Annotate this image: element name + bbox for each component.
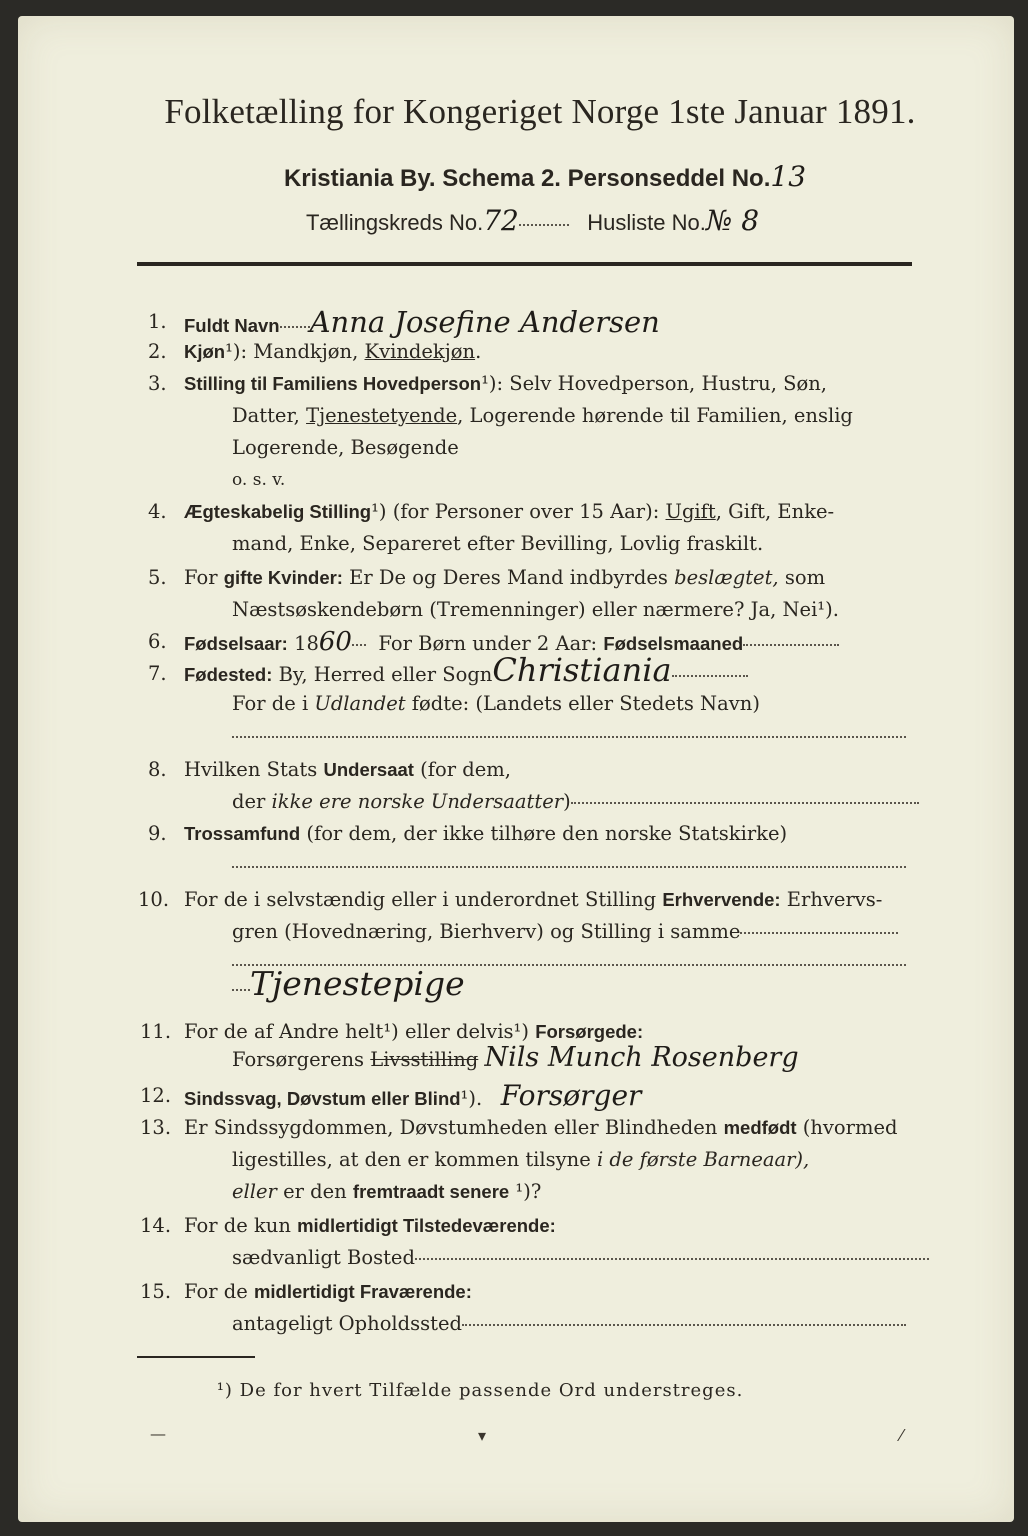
q13-number: 13. <box>140 1116 172 1139</box>
q2-text: ¹): Mandkjøn, <box>225 340 365 363</box>
kreds-number: 72 <box>483 204 519 237</box>
q12-value: Forsørger <box>500 1079 642 1112</box>
q1-number: 1. <box>148 310 167 333</box>
q3-text-b1: Datter, <box>232 404 307 427</box>
form-subtitle <box>0 160 1028 193</box>
q12-label: Sindssvag, Døvstum eller Blind <box>184 1088 461 1109</box>
q9-number: 9. <box>148 822 167 845</box>
q9-label: Trossamfund <box>184 823 301 844</box>
q4-line-a <box>184 500 834 524</box>
q11-struck: Livsstilling <box>370 1048 479 1071</box>
q13-label: medfødt <box>723 1117 797 1138</box>
q5-line-a <box>184 566 825 590</box>
form-title: Folketælling for Kongeriget Norge 1ste Januar 1891. <box>164 92 916 131</box>
q13-text-a2: (hvormed <box>796 1116 898 1139</box>
q10-number: 10. <box>138 888 170 911</box>
q13-italic: i de første Barneaar), <box>596 1148 810 1171</box>
q7-line-b <box>232 692 760 716</box>
q15-line-b <box>232 1312 906 1336</box>
q8-text-b1: der <box>232 790 272 813</box>
registration-mark-center: ▾ <box>478 1426 487 1445</box>
q6-value: 60 <box>318 627 352 657</box>
q10-value-line <box>232 964 465 1003</box>
q3-label: Stilling til Familiens Hovedperson <box>184 373 482 394</box>
q10-label: Erhvervende: <box>662 889 781 910</box>
q13-line-c <box>232 1180 541 1204</box>
q13-text-a1: Er Sindssygdommen, Døvstumheden eller Blindheden <box>184 1116 724 1139</box>
q14-line-a <box>184 1214 556 1238</box>
registration-mark-left: — <box>150 1424 166 1443</box>
q4-text-a1: ¹) (for Personer over 15 Aar): <box>371 500 666 523</box>
kreds-label: Tællingskreds No. <box>305 210 484 235</box>
q4-text-a2: , Gift, Enke- <box>715 500 835 523</box>
q3-text-b2: , Logerende hørende til Familien, enslig <box>457 404 853 427</box>
q15-text-b: antageligt Opholdssted <box>232 1312 463 1335</box>
q14-text-b: sædvanligt Bosted <box>232 1246 415 1269</box>
q10-text-a2: Erhvervs- <box>780 888 883 911</box>
q14-number: 14. <box>140 1214 172 1237</box>
q9-blank-line <box>232 854 906 878</box>
q12-line <box>184 1079 642 1112</box>
q8-text-a1: Hvilken Stats <box>184 758 324 781</box>
q9-line <box>184 822 787 846</box>
footnote: ¹) De for hvert Tilfælde passende Ord understreges. <box>216 1380 744 1401</box>
husliste-label: Husliste No. <box>587 210 706 235</box>
q5-number: 5. <box>148 566 167 589</box>
husliste-number: № 8 <box>705 204 760 237</box>
q5-label: gifte Kvinder: <box>223 567 343 588</box>
q3-line-a <box>184 372 827 396</box>
q3-line-c: Logerende, Besøgende <box>232 436 459 459</box>
q1-label: Fuldt Navn <box>184 315 280 336</box>
q7-text: By, Herred eller Sogn <box>272 663 493 686</box>
q7-number: 7. <box>148 662 167 685</box>
q2-number: 2. <box>148 340 167 363</box>
q11-line-b <box>232 1042 799 1073</box>
q4-number: 4. <box>148 500 167 523</box>
q8-text-b2: ) <box>563 790 571 813</box>
q8-line-b <box>232 790 919 814</box>
q15-number: 15. <box>140 1280 172 1303</box>
q10-line-b <box>232 920 898 944</box>
q11-text-b1: Forsørgerens <box>232 1048 371 1071</box>
q8-number: 8. <box>148 758 167 781</box>
q3-line-d: o. s. v. <box>232 470 286 490</box>
q2-label: Kjøn <box>184 341 226 362</box>
q1-line <box>184 305 660 339</box>
q3-text-a: ¹): Selv Hovedperson, Hustru, Søn, <box>481 372 827 395</box>
q3-number: 3. <box>148 372 167 395</box>
q15-text-a1: For de <box>184 1280 254 1303</box>
q15-line-a <box>184 1280 472 1304</box>
q12-number: 12. <box>140 1084 172 1107</box>
q5-italic: beslægtet, <box>674 566 779 589</box>
q15-label: midlertidigt Fraværende: <box>253 1281 472 1302</box>
q13-label2: fremtraadt senere <box>352 1181 510 1202</box>
q13-italic2: eller <box>232 1180 277 1203</box>
q8-text-a2: (for dem, <box>413 758 511 781</box>
q5-text-a2: som <box>778 566 826 589</box>
q11-line-a <box>184 1020 643 1044</box>
q12-text: ¹). <box>460 1087 483 1110</box>
q14-text-a1: For de kun <box>184 1214 298 1237</box>
q8-line-a <box>184 758 511 782</box>
personseddel-number: 13 <box>770 160 807 193</box>
q13-text-c1: er den <box>276 1180 353 1203</box>
q8-italic: ikke ere norske Undersaatter <box>271 790 564 813</box>
q13-text-b1: ligestilles, at den er kommen tilsyne <box>232 1148 597 1171</box>
q6-text: For Børn under 2 Aar: <box>378 632 604 655</box>
q1-value: Anna Josefine Andersen <box>309 305 660 339</box>
q10-line-a <box>184 888 882 912</box>
q7-blank-line <box>232 724 906 748</box>
q11-label: Forsørgede: <box>535 1021 644 1042</box>
q6-prefix: 18 <box>294 632 319 655</box>
q3-marked: Tjenestetyende <box>306 404 458 427</box>
q14-label: midlertidigt Tilstedeværende: <box>297 1215 556 1236</box>
header-rule <box>137 262 912 266</box>
q10-text-a1: For de i selvstændig eller i underordnet Stilling <box>184 888 663 911</box>
q9-text: (for dem, der ikke tilhøre den norske Statskirke) <box>300 822 788 845</box>
q6-number: 6. <box>148 630 167 653</box>
q7-value: Christiania <box>492 651 672 689</box>
footnote-rule <box>137 1356 255 1358</box>
q4-label: Ægteskabelig Stilling <box>184 501 372 522</box>
q13-text-c2: ¹)? <box>509 1180 542 1203</box>
q4-line-b: mand, Enke, Separeret efter Bevilling, Lovlig fraskilt. <box>232 532 764 555</box>
q5-text-a: Er De og Deres Mand indbyrdes <box>342 566 675 589</box>
q2-marked: Kvindekjøn <box>364 340 476 363</box>
q7-italic: Udlandet <box>314 692 406 715</box>
q10-text-b: gren (Hovednæring, Bierhverv) og Stilling i samme <box>232 920 741 943</box>
q11-text-a: For de af Andre helt¹) eller delvis¹) <box>184 1020 536 1043</box>
form-subtitle-2 <box>0 204 1028 237</box>
q6-label2: Fødselsmaaned <box>603 633 744 654</box>
q7-text-b2: fødte: (Landets eller Stedets Navn) <box>405 692 760 715</box>
q6-label: Fødselsaar: <box>184 633 288 654</box>
q11-number: 11. <box>140 1020 172 1043</box>
q2-line: Kjøn¹): Mandkjøn, Kvindekjøn. <box>184 340 482 363</box>
q13-line-a <box>184 1116 898 1140</box>
q4-marked: Ugift <box>665 500 716 523</box>
q3-line-b <box>232 404 853 428</box>
q5-label-pre: For <box>184 566 224 589</box>
registration-mark-right: ⁄ <box>900 1426 903 1445</box>
q7-label: Fødested: <box>184 664 273 685</box>
q8-label: Undersaat <box>323 759 414 780</box>
subtitle-prefix: Kristiania By. Schema 2. Personseddel No. <box>283 165 771 192</box>
q7-text-b1: For de i <box>232 692 315 715</box>
q13-line-b <box>232 1148 809 1172</box>
q5-line-b: Næstsøskendebørn (Tremenninger) eller nærmere? Ja, Nei¹). <box>232 598 839 621</box>
q14-line-b <box>232 1246 929 1270</box>
q7-line-a <box>184 651 748 689</box>
q11-value: Nils Munch Rosenberg <box>484 1042 799 1073</box>
q10-value: Tjenestepige <box>250 964 465 1003</box>
